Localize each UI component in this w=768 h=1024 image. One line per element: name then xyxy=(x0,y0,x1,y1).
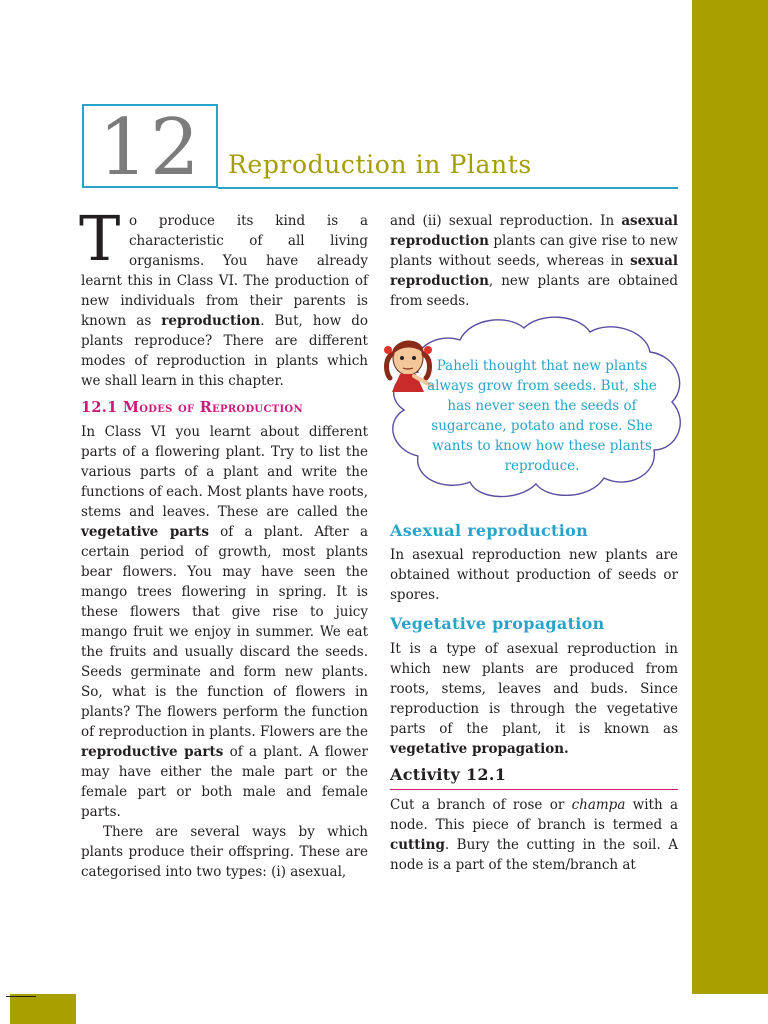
para-r1-text-b: plants can give rise to new plants without seeds, whereas in xyxy=(390,233,678,269)
activity-text-c: . Bury the cutting in the soil. A node is a part of the stem/branch at xyxy=(390,837,678,873)
paragraph-sexual-asexual xyxy=(390,211,678,311)
corner-crop-mark xyxy=(6,996,36,997)
activity-text-b: with a node. This piece of branch is termed a xyxy=(390,797,679,833)
paragraph-flowering-plant xyxy=(81,422,368,822)
intro-paragraph xyxy=(79,202,368,391)
intro-text-end: . But, how do plants reproduce? There are different modes of reproduction in plants which we shall learn in this chapter. xyxy=(81,313,368,389)
term-vegetative-propagation: vegetative propagation. xyxy=(390,741,569,757)
chapter-number-box xyxy=(82,103,218,193)
term-reproduction: reproduction xyxy=(161,313,261,329)
para2-text-a: In Class VI you learnt about different parts of a flowering plant. Try to list the various parts of a plant and write the functions of each. Most plants have roots, stems and leaves. These are called the xyxy=(81,424,368,520)
right-column-top xyxy=(390,211,678,311)
term-vegetative-parts: vegetative parts xyxy=(81,524,209,540)
chapter-title: Reproduction in Plants xyxy=(228,150,532,179)
vegetative-text: It is a type of asexual reproduction in which new plants are produced from roots, stems, leaves and buds. Since reproduction is through the vegetative parts of the plant, it is known as xyxy=(390,641,678,737)
heading-activity: Activity 12.1 xyxy=(390,765,507,784)
para2-text-b: of a plant. After a certain period of growth, most plants bear flowers. You may have seen the mango trees flowering in spring. It is these flowers that give rise to juicy mango fruit we enjoy in summer. We eat the fruits and usually discard the seeds. Seeds germinate and form new plants. So, what is the function of flowers in plants? The flowers perform the function of reproduction in plants. Flowers are the xyxy=(81,524,368,740)
paragraph-activity xyxy=(390,795,678,875)
term-sexual-reproduction: sexual reproduction xyxy=(390,253,678,289)
side-color-band xyxy=(692,0,768,994)
term-cutting: cutting xyxy=(390,837,445,853)
activity-underline xyxy=(390,789,678,790)
heading-vegetative-propagation: Vegetative propagation xyxy=(390,614,605,633)
paheli-thought-cloud xyxy=(378,310,690,502)
paragraph-vegetative xyxy=(390,639,678,759)
activity-text-a: Cut a branch of rose or xyxy=(390,797,572,813)
term-champa: champa xyxy=(571,797,626,813)
intro-text: o produce its kind is a characteristic of all living organisms. You have already learnt this in Class VI. The production of new individuals from their parents is known as xyxy=(81,213,368,329)
section-heading-modes: 12.1 Modes of Reproduction xyxy=(81,399,303,416)
chapter-title-underline xyxy=(218,187,678,189)
para-r1-text-c: , new plants are obtained from seeds. xyxy=(390,273,678,309)
left-column xyxy=(79,202,368,882)
term-asexual-reproduction: asexual reproduction xyxy=(390,213,678,249)
paheli-thought-text: Paheli thought that new plants always grow from seeds. But, she has never seen the seeds of sugarcane, potato and rose. She wants to know how these plants reproduce. xyxy=(427,358,657,474)
page-corner-block xyxy=(10,994,76,1024)
heading-asexual-reproduction: Asexual reproduction xyxy=(390,521,589,540)
para2-text-c: of a plant. A flower may have either the male part or the female part or both male and female parts. xyxy=(81,744,368,820)
chapter-number: 12 xyxy=(98,103,202,193)
term-reproductive-parts: reproductive parts xyxy=(81,744,224,760)
paragraph-asexual: In asexual reproduction new plants are obtained without production of seeds or spores. xyxy=(390,547,678,603)
para-r1-text-a: and (ii) sexual reproduction. In xyxy=(390,213,622,229)
drop-cap: T xyxy=(79,202,121,275)
paragraph-ways: There are several ways by which plants produce their offspring. These are categorised into two types: (i) asexual, xyxy=(81,824,368,880)
